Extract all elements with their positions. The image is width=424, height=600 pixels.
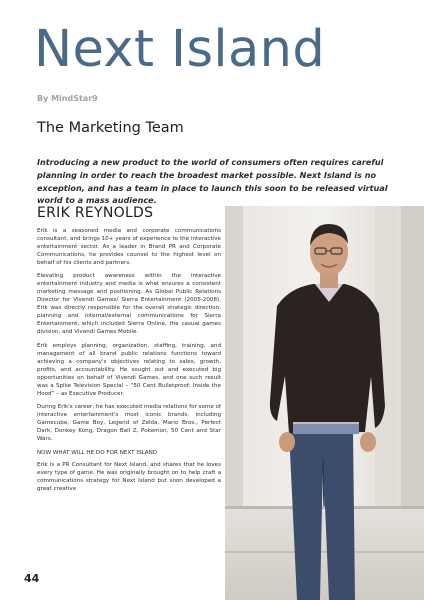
magazine-title: Next Island <box>34 20 326 79</box>
body-paragraph: Erik is a PR Consultant for Next Island, and shares that he loves every type of game. He was originally brought on to help craft a communications strategy for Next Island but soon developed a great creative <box>37 461 221 492</box>
page-number: 44 <box>24 572 40 585</box>
person-name-heading: ERIK REYNOLDS <box>37 205 154 221</box>
portrait-photo <box>225 206 424 600</box>
body-paragraph: Elevating product awareness within the interactive entertainment industry and media is what ensures a consistent marketing message and positioning. As Global Public Relations Director for Vivendi Games/ Sierra Entertainment (2005-2008), Erik was directly responsible for the overall strategic direction, planning and internal/external communications for Sierra Entertainment, which included Sierra Online, the casual games division, and Vivendi Games Mobile. <box>37 273 221 336</box>
byline: By MindStar9 <box>37 94 98 103</box>
body-paragraph: Erik is a seasoned media and corporate communications consultant, and brings 10+ years of experience to the interactive entertainment sector. As a leader in Brand PR and Corporate Communications, he provides counsel to the highest level on behalf of his clients and partners. <box>37 228 221 266</box>
body-paragraph: During Erik's career, he has executed media relations for some of interactive entertainment's most iconic brands, including Gamecube, Game Boy, Legend of Zelda, Mario Bros., Perfect Dark, Donkey Kong, Dragon Ball Z, Pokemon, 50 Cent and Star Wars. <box>37 404 221 443</box>
subheading: NOW WHAT WILL HE DO FOR NEXT ISLAND <box>37 449 158 456</box>
body-paragraph: Erik employs planning, organization, staffing, training, and management of all brand public relations functions toward achieving a company's objectives relating to sales, growth, profits, and accountability. He sought out and executed big opportunities on behalf of Vivendi Games, and one such result was a Spike Television Special – “50 Cent Bulletproof: Inside the Hood” – as Executive Producer. <box>37 342 221 397</box>
intro-paragraph: Introducing a new product to the world of consumers often requires careful planning in order to reach the broadest market possible. Next Island is no exception, and has a team in place to launch this soon to be released virtual world to a mass audience. <box>37 157 388 206</box>
body-column <box>37 227 221 585</box>
section-title: The Marketing Team <box>37 120 184 136</box>
